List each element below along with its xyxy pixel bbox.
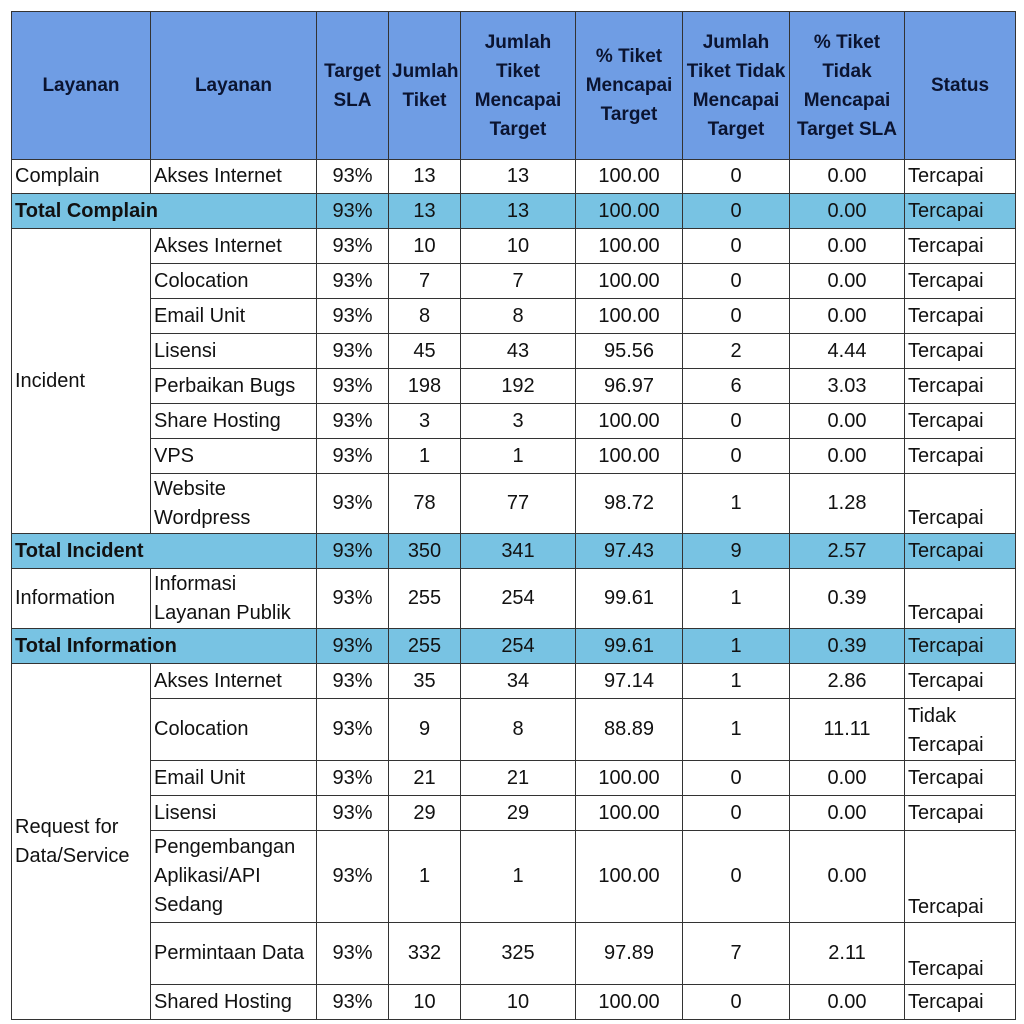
target-sla-cell: 93%	[317, 439, 389, 474]
target-sla-cell: 93%	[317, 923, 389, 985]
tidak-mencapai-cell: 0	[683, 299, 790, 334]
tidak-mencapai-cell: 0	[683, 229, 790, 264]
jumlah-tiket-cell: 198	[389, 369, 461, 404]
pct-mencapai-cell: 100.00	[576, 160, 683, 194]
service-cell: Share Hosting	[151, 404, 317, 439]
pct-tidak-mencapai-cell: 2.86	[790, 664, 905, 699]
pct-mencapai-cell: 100.00	[576, 985, 683, 1020]
jumlah-tiket-cell: 9	[389, 699, 461, 761]
category-cell: Complain	[12, 160, 151, 194]
mencapai-cell: 29	[461, 796, 576, 831]
header-cell: % Tiket Tidak Mencapai Target SLA	[790, 12, 905, 160]
tidak-mencapai-cell: 0	[683, 831, 790, 923]
tidak-mencapai-cell: 7	[683, 923, 790, 985]
table-row	[12, 474, 1016, 534]
jumlah-tiket-cell: 13	[389, 194, 461, 229]
status-cell: Tidak Tercapai	[905, 699, 1016, 761]
header-cell: Layanan	[12, 12, 151, 160]
pct-mencapai-cell: 98.72	[576, 474, 683, 534]
service-cell: Permintaan Data	[151, 923, 317, 985]
tidak-mencapai-cell: 0	[683, 404, 790, 439]
status-cell: Tercapai	[905, 404, 1016, 439]
pct-mencapai-cell: 97.43	[576, 534, 683, 569]
jumlah-tiket-cell: 10	[389, 229, 461, 264]
pct-mencapai-cell: 100.00	[576, 831, 683, 923]
tidak-mencapai-cell: 0	[683, 761, 790, 796]
table-row	[12, 404, 1016, 439]
mencapai-cell: 13	[461, 194, 576, 229]
mencapai-cell: 13	[461, 160, 576, 194]
service-cell: Lisensi	[151, 334, 317, 369]
table-row	[12, 299, 1016, 334]
pct-mencapai-cell: 97.14	[576, 664, 683, 699]
total-label: Total Information	[12, 629, 317, 664]
service-cell: Lisensi	[151, 796, 317, 831]
target-sla-cell: 93%	[317, 334, 389, 369]
target-sla-cell: 93%	[317, 629, 389, 664]
tidak-mencapai-cell: 2	[683, 334, 790, 369]
table-row	[12, 439, 1016, 474]
tidak-mencapai-cell: 6	[683, 369, 790, 404]
service-cell: Informasi Layanan Publik	[151, 569, 317, 629]
header-cell: % Tiket Mencapai Target	[576, 12, 683, 160]
jumlah-tiket-cell: 350	[389, 534, 461, 569]
table-row	[12, 264, 1016, 299]
tidak-mencapai-cell: 0	[683, 796, 790, 831]
pct-tidak-mencapai-cell: 0.00	[790, 194, 905, 229]
header-cell: Status	[905, 12, 1016, 160]
service-cell: Email Unit	[151, 299, 317, 334]
target-sla-cell: 93%	[317, 194, 389, 229]
target-sla-cell: 93%	[317, 985, 389, 1020]
target-sla-cell: 93%	[317, 369, 389, 404]
total-row	[12, 534, 1016, 569]
pct-tidak-mencapai-cell: 1.28	[790, 474, 905, 534]
mencapai-cell: 34	[461, 664, 576, 699]
header-cell: Layanan	[151, 12, 317, 160]
total-row	[12, 629, 1016, 664]
header-cell: Jumlah Tiket Tidak Mencapai Target	[683, 12, 790, 160]
pct-tidak-mencapai-cell: 0.00	[790, 160, 905, 194]
pct-tidak-mencapai-cell: 0.00	[790, 264, 905, 299]
pct-mencapai-cell: 100.00	[576, 761, 683, 796]
header-cell: Target SLA	[317, 12, 389, 160]
pct-tidak-mencapai-cell: 0.00	[790, 831, 905, 923]
tidak-mencapai-cell: 0	[683, 439, 790, 474]
table-row	[12, 699, 1016, 761]
mencapai-cell: 21	[461, 761, 576, 796]
target-sla-cell: 93%	[317, 534, 389, 569]
mencapai-cell: 325	[461, 923, 576, 985]
pct-tidak-mencapai-cell: 0.00	[790, 299, 905, 334]
mencapai-cell: 254	[461, 629, 576, 664]
table-row	[12, 369, 1016, 404]
service-cell: Colocation	[151, 264, 317, 299]
status-cell: Tercapai	[905, 474, 1016, 534]
total-label: Total Incident	[12, 534, 317, 569]
pct-tidak-mencapai-cell: 0.00	[790, 796, 905, 831]
jumlah-tiket-cell: 13	[389, 160, 461, 194]
pct-mencapai-cell: 99.61	[576, 569, 683, 629]
jumlah-tiket-cell: 255	[389, 569, 461, 629]
service-cell: Website Wordpress	[151, 474, 317, 534]
status-cell: Tercapai	[905, 534, 1016, 569]
jumlah-tiket-cell: 45	[389, 334, 461, 369]
pct-mencapai-cell: 99.61	[576, 629, 683, 664]
jumlah-tiket-cell: 21	[389, 761, 461, 796]
pct-tidak-mencapai-cell: 0.39	[790, 629, 905, 664]
service-cell: Akses Internet	[151, 664, 317, 699]
tidak-mencapai-cell: 1	[683, 664, 790, 699]
total-label: Total Complain	[12, 194, 317, 229]
status-cell: Tercapai	[905, 796, 1016, 831]
mencapai-cell: 254	[461, 569, 576, 629]
jumlah-tiket-cell: 1	[389, 439, 461, 474]
total-row	[12, 194, 1016, 229]
mencapai-cell: 341	[461, 534, 576, 569]
tidak-mencapai-cell: 1	[683, 474, 790, 534]
tidak-mencapai-cell: 9	[683, 534, 790, 569]
pct-tidak-mencapai-cell: 0.00	[790, 761, 905, 796]
table-row	[12, 796, 1016, 831]
status-cell: Tercapai	[905, 923, 1016, 985]
pct-mencapai-cell: 95.56	[576, 334, 683, 369]
tidak-mencapai-cell: 1	[683, 699, 790, 761]
table-row	[12, 923, 1016, 985]
pct-tidak-mencapai-cell: 0.00	[790, 229, 905, 264]
pct-tidak-mencapai-cell: 11.11	[790, 699, 905, 761]
status-cell: Tercapai	[905, 985, 1016, 1020]
target-sla-cell: 93%	[317, 474, 389, 534]
status-cell: Tercapai	[905, 439, 1016, 474]
status-cell: Tercapai	[905, 299, 1016, 334]
pct-mencapai-cell: 97.89	[576, 923, 683, 985]
jumlah-tiket-cell: 7	[389, 264, 461, 299]
status-cell: Tercapai	[905, 334, 1016, 369]
tidak-mencapai-cell: 1	[683, 629, 790, 664]
pct-tidak-mencapai-cell: 0.39	[790, 569, 905, 629]
pct-mencapai-cell: 100.00	[576, 194, 683, 229]
service-cell: Pengembangan Aplikasi/API Sedang	[151, 831, 317, 923]
table-row	[12, 831, 1016, 923]
mencapai-cell: 8	[461, 299, 576, 334]
jumlah-tiket-cell: 255	[389, 629, 461, 664]
pct-tidak-mencapai-cell: 2.11	[790, 923, 905, 985]
jumlah-tiket-cell: 3	[389, 404, 461, 439]
mencapai-cell: 77	[461, 474, 576, 534]
service-cell: VPS	[151, 439, 317, 474]
pct-mencapai-cell: 88.89	[576, 699, 683, 761]
jumlah-tiket-cell: 29	[389, 796, 461, 831]
table-row	[12, 664, 1016, 699]
tidak-mencapai-cell: 1	[683, 569, 790, 629]
status-cell: Tercapai	[905, 761, 1016, 796]
pct-mencapai-cell: 100.00	[576, 439, 683, 474]
mencapai-cell: 1	[461, 439, 576, 474]
pct-tidak-mencapai-cell: 2.57	[790, 534, 905, 569]
status-cell: Tercapai	[905, 369, 1016, 404]
target-sla-cell: 93%	[317, 229, 389, 264]
jumlah-tiket-cell: 8	[389, 299, 461, 334]
pct-tidak-mencapai-cell: 0.00	[790, 985, 905, 1020]
table-row	[12, 761, 1016, 796]
pct-mencapai-cell: 100.00	[576, 264, 683, 299]
jumlah-tiket-cell: 10	[389, 985, 461, 1020]
pct-mencapai-cell: 96.97	[576, 369, 683, 404]
jumlah-tiket-cell: 332	[389, 923, 461, 985]
target-sla-cell: 93%	[317, 761, 389, 796]
mencapai-cell: 192	[461, 369, 576, 404]
service-cell: Email Unit	[151, 761, 317, 796]
category-cell: Information	[12, 569, 151, 629]
target-sla-cell: 93%	[317, 569, 389, 629]
target-sla-cell: 93%	[317, 699, 389, 761]
mencapai-cell: 10	[461, 229, 576, 264]
service-cell: Colocation	[151, 699, 317, 761]
service-cell: Akses Internet	[151, 160, 317, 194]
target-sla-cell: 93%	[317, 831, 389, 923]
status-cell: Tercapai	[905, 831, 1016, 923]
target-sla-cell: 93%	[317, 299, 389, 334]
mencapai-cell: 8	[461, 699, 576, 761]
mencapai-cell: 10	[461, 985, 576, 1020]
jumlah-tiket-cell: 35	[389, 664, 461, 699]
header-row	[12, 12, 1016, 160]
table-row	[12, 985, 1016, 1020]
pct-mencapai-cell: 100.00	[576, 299, 683, 334]
header-cell: Jumlah Tiket Mencapai Target	[461, 12, 576, 160]
category-cell: Incident	[12, 229, 151, 534]
mencapai-cell: 43	[461, 334, 576, 369]
mencapai-cell: 3	[461, 404, 576, 439]
tidak-mencapai-cell: 0	[683, 160, 790, 194]
pct-tidak-mencapai-cell: 3.03	[790, 369, 905, 404]
target-sla-cell: 93%	[317, 160, 389, 194]
jumlah-tiket-cell: 1	[389, 831, 461, 923]
target-sla-cell: 93%	[317, 796, 389, 831]
tidak-mencapai-cell: 0	[683, 264, 790, 299]
table-row	[12, 334, 1016, 369]
pct-tidak-mencapai-cell: 4.44	[790, 334, 905, 369]
status-cell: Tercapai	[905, 160, 1016, 194]
table-row	[12, 229, 1016, 264]
service-cell: Perbaikan Bugs	[151, 369, 317, 404]
status-cell: Tercapai	[905, 664, 1016, 699]
pct-tidak-mencapai-cell: 0.00	[790, 439, 905, 474]
status-cell: Tercapai	[905, 629, 1016, 664]
status-cell: Tercapai	[905, 569, 1016, 629]
status-cell: Tercapai	[905, 229, 1016, 264]
status-cell: Tercapai	[905, 194, 1016, 229]
pct-mencapai-cell: 100.00	[576, 796, 683, 831]
target-sla-cell: 93%	[317, 264, 389, 299]
status-cell: Tercapai	[905, 264, 1016, 299]
category-cell: Request for Data/Service	[12, 664, 151, 1020]
tidak-mencapai-cell: 0	[683, 194, 790, 229]
tidak-mencapai-cell: 0	[683, 985, 790, 1020]
header-cell: Jumlah Tiket	[389, 12, 461, 160]
table-row	[12, 569, 1016, 629]
mencapai-cell: 1	[461, 831, 576, 923]
mencapai-cell: 7	[461, 264, 576, 299]
jumlah-tiket-cell: 78	[389, 474, 461, 534]
pct-mencapai-cell: 100.00	[576, 404, 683, 439]
sla-table	[11, 11, 1016, 1020]
target-sla-cell: 93%	[317, 404, 389, 439]
service-cell: Shared Hosting	[151, 985, 317, 1020]
target-sla-cell: 93%	[317, 664, 389, 699]
pct-tidak-mencapai-cell: 0.00	[790, 404, 905, 439]
pct-mencapai-cell: 100.00	[576, 229, 683, 264]
service-cell: Akses Internet	[151, 229, 317, 264]
table-row	[12, 160, 1016, 194]
